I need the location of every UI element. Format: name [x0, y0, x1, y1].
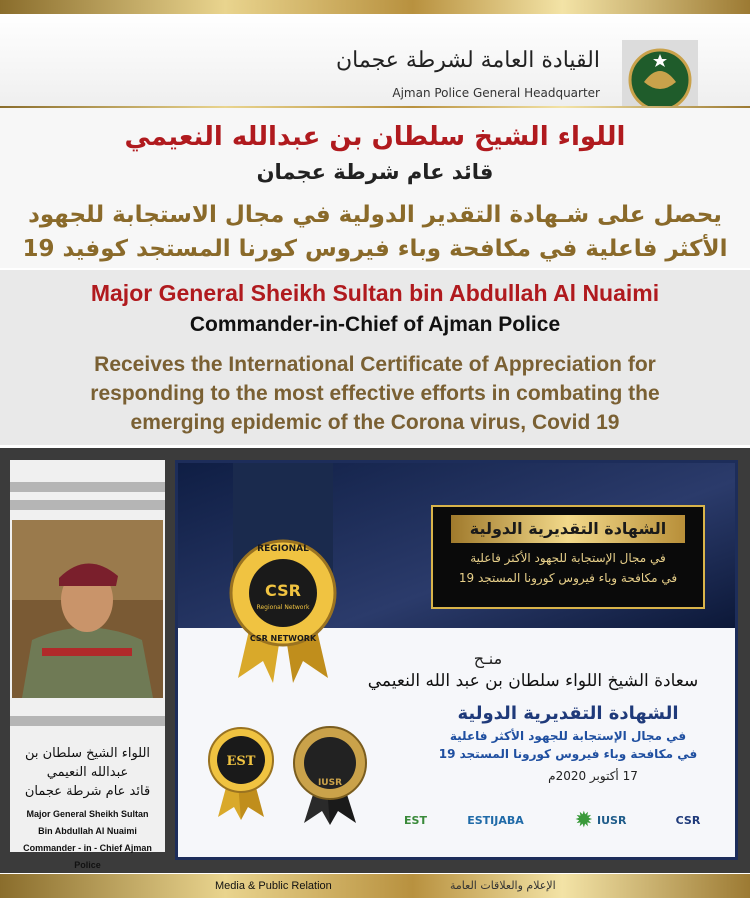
award-description-arabic-line1: يحصل على شـهادة التقدير الدولية في مجال الاستجابة للجهود [28, 202, 722, 228]
iusr-seal-icon [290, 725, 370, 825]
certificate-plaque [431, 505, 705, 609]
recipient-title-arabic: قائد عام شرطة عجمان [256, 160, 494, 184]
police-emblem-icon [622, 40, 698, 116]
certificate-line1: في مجال الإستجابة للجهود الأكثر فاعلية [449, 729, 687, 743]
caption-english-line2: Bin Abdullah Al Nuaimi [38, 826, 137, 836]
divider [10, 716, 165, 726]
recipient-title-english: Commander-in-Chief of Ajman Police [189, 313, 561, 336]
csr-badge-icon [218, 533, 348, 683]
caption-arabic-line2: عبدالله النعيمي [46, 765, 129, 780]
footer-bar [0, 874, 750, 898]
plaque-line1: في مجال الإستجابة للجهود الأكثر فاعلية [470, 551, 666, 565]
english-headline [0, 270, 750, 445]
certificate-date: 17 أكتوبر 2020م [548, 769, 638, 783]
recipient-name-arabic: اللواء الشيخ سلطان بن عبدالله النعيمي [124, 122, 626, 152]
divider [10, 500, 165, 510]
divider [10, 482, 165, 492]
org-name-arabic: القيادة العامة لشرطة عجمان [336, 48, 600, 73]
top-gold-band [0, 0, 750, 14]
logo-iusr: ✹ IUSR [574, 807, 627, 833]
certificate-image [175, 460, 738, 860]
caption-english-line3: Commander - in - Chief Ajman Police [23, 843, 152, 870]
footer-arabic: الإعلام والعلاقات العامة [450, 879, 556, 892]
badge-sub-text: Regional Network [256, 604, 310, 611]
award-description-arabic-line2: الأكثر فاعلية في مكافحة وباء فيروس كورنا المستجد كوفيد 19 [22, 236, 728, 262]
certificate-title: الشهادة التقديرية الدولية [457, 703, 679, 724]
certificate-line2: في مكافحة وباء فيروس كورونا المستجد 19 [438, 747, 698, 761]
recipient-name-english: Major General Sheikh Sultan bin Abdullah Al Nuaimi [90, 280, 660, 306]
logo-csr: CSR [675, 813, 701, 827]
portrait-panel [10, 460, 165, 870]
badge-mid-text: CSR [265, 581, 301, 600]
award-description-english [0, 350, 750, 437]
seal-iusr-text: IUSR [317, 778, 343, 788]
org-name-english: Ajman Police General Headquarter [392, 86, 600, 100]
caption-arabic [10, 744, 165, 801]
caption-english-line1: Major General Sheikh Sultan [26, 809, 149, 819]
award-description-english-line3: emerging epidemic of the Corona virus, Covid 19 [130, 411, 620, 434]
badge-bottom-text: CSR NETWORK [249, 634, 317, 643]
award-description-arabic [0, 198, 750, 266]
page-header [0, 14, 750, 106]
caption-arabic-line1: اللواء الشيخ سلطان بن [24, 746, 151, 761]
award-description-english-line2: responding to the most effective efforts in combating the [90, 382, 660, 405]
arabic-headline [0, 108, 750, 268]
badge-top-text: REGIONAL [257, 544, 309, 554]
est-seal-icon [206, 725, 276, 820]
plaque-title: الشهادة التقديرية الدولية [451, 515, 685, 543]
caption-arabic-line3: قائد عام شرطة عجمان [24, 784, 151, 799]
logo-estijaba: ESTIJABA [467, 813, 524, 827]
logo-est: EST [404, 813, 427, 827]
portrait-photo [12, 520, 163, 698]
certificate-section [0, 448, 750, 873]
footer-english: Media & Public Relation [215, 880, 332, 892]
award-description-english-line1: Receives the International Certificate of Appreciation for [94, 353, 656, 376]
granted-label: منـح [473, 649, 503, 668]
caption-english [10, 806, 165, 874]
seal-est-text: EST [226, 754, 256, 769]
plaque-line2: في مكافحة وباء فيروس كورونا المستجد 19 [458, 571, 678, 585]
certificate-recipient: سعادة الشيخ اللواء سلطان بن عبد الله النعيمي [367, 671, 699, 691]
